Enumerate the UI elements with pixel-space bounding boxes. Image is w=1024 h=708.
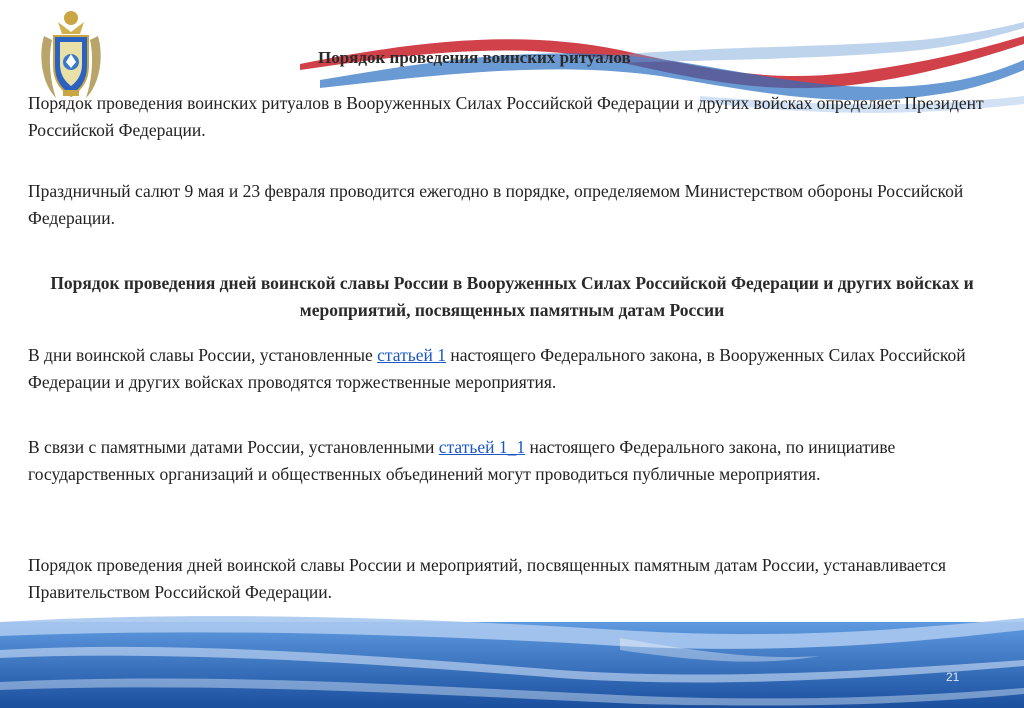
section-heading: Порядок проведения дней воинской славы России в Вооруженных Силах Российской Федерации и других войсках и мероприятий, посвященных памятным датам России: [50, 273, 974, 320]
paragraph-text: В дни воинской славы России, установленные: [28, 345, 378, 365]
paragraph-memorial-dates: [28, 434, 998, 488]
paragraph-government: Порядок проведения дней воинской славы России и мероприятий, посвященных памятным датам России, устанавливается Правительством Российской Федерации.: [28, 555, 947, 602]
paragraph-president: Порядок проведения воинских ритуалов в Вооруженных Силах Российской Федерации и других войсках определяет Президент Российской Федерации.: [28, 93, 984, 140]
paragraph-glory-days: [28, 342, 998, 396]
paragraph-salute: Праздничный салют 9 мая и 23 февраля проводится ежегодно в порядке, определяемом Министерством обороны Российской Федерации.: [28, 181, 964, 228]
slide-title: Порядок проведения воинских ритуалов: [318, 48, 631, 67]
article-1-1-link[interactable]: статьей 1_1: [438, 437, 526, 457]
paragraph-text: настоящего Федерального закона, по инициативе государственных организаций и общественных объединений могут проводиться публичные мероприятия.: [28, 437, 896, 484]
page-number: 21: [946, 670, 960, 684]
article-1-link[interactable]: статьей 1: [377, 345, 446, 365]
paragraph-text: настоящего Федерального закона, в Вооруженных Силах Российской Федерации и других войсках проводятся торжественные мероприятия.: [28, 345, 966, 392]
paragraph-text: В связи с памятными датами России, установленными: [28, 437, 439, 457]
